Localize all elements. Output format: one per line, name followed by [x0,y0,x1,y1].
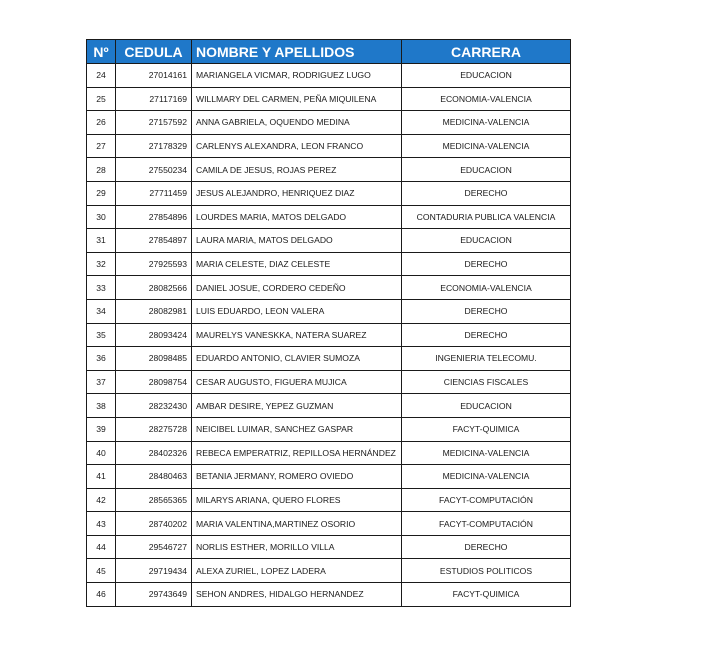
cell-num: 25 [87,87,116,111]
cell-cedula: 28098754 [116,370,192,394]
table-header [87,40,571,64]
cell-carrera: FACYT-COMPUTACIÓN [402,488,571,512]
header-num: Nº [87,40,116,64]
cell-nombre: EDUARDO ANTONIO, CLAVIER SUMOZA [192,347,402,371]
cell-carrera: INGENIERIA TELECOMU. [402,347,571,371]
table-row [87,299,571,323]
cell-nombre: AMBAR DESIRE, YEPEZ GUZMAN [192,394,402,418]
cell-nombre: MARIANGELA VICMAR, RODRIGUEZ LUGO [192,64,402,88]
cell-cedula: 29719434 [116,559,192,583]
cell-num: 37 [87,370,116,394]
cell-cedula: 27925593 [116,252,192,276]
cell-nombre: DANIEL JOSUE, CORDERO CEDEÑO [192,276,402,300]
table-row [87,87,571,111]
cell-nombre: MARIA VALENTINA,MARTINEZ OSORIO [192,512,402,536]
cell-num: 40 [87,441,116,465]
cell-nombre: CAMILA DE JESUS, ROJAS PEREZ [192,158,402,182]
cell-nombre: JESUS ALEJANDRO, HENRIQUEZ DIAZ [192,181,402,205]
cell-carrera: DERECHO [402,252,571,276]
cell-num: 31 [87,229,116,253]
cell-num: 43 [87,512,116,536]
cell-carrera: EDUCACION [402,64,571,88]
cell-carrera: DERECHO [402,299,571,323]
cell-num: 30 [87,205,116,229]
cell-num: 33 [87,276,116,300]
header-nombre: NOMBRE Y APELLIDOS [192,40,402,64]
cell-carrera: MEDICINA-VALENCIA [402,111,571,135]
cell-num: 41 [87,465,116,489]
cell-carrera: CONTADURIA PUBLICA VALENCIA [402,205,571,229]
cell-cedula: 28480463 [116,465,192,489]
cell-nombre: BETANIA JERMANY, ROMERO OVIEDO [192,465,402,489]
cell-nombre: CESAR AUGUSTO, FIGUERA MUJICA [192,370,402,394]
cell-carrera: EDUCACION [402,229,571,253]
cell-num: 35 [87,323,116,347]
cell-cedula: 27711459 [116,181,192,205]
table-row [87,64,571,88]
cell-cedula: 27854896 [116,205,192,229]
cell-num: 36 [87,347,116,371]
cell-cedula: 28098485 [116,347,192,371]
header-carrera: CARRERA [402,40,571,64]
table-row [87,252,571,276]
table-row [87,205,571,229]
cell-carrera: DERECHO [402,181,571,205]
table-row [87,134,571,158]
cell-nombre: NEICIBEL LUIMAR, SANCHEZ GASPAR [192,417,402,441]
cell-cedula: 28093424 [116,323,192,347]
cell-cedula: 28232430 [116,394,192,418]
cell-carrera: MEDICINA-VALENCIA [402,465,571,489]
table-row [87,158,571,182]
cell-num: 38 [87,394,116,418]
cell-nombre: CARLENYS ALEXANDRA, LEON FRANCO [192,134,402,158]
table-row [87,276,571,300]
cell-cedula: 28082566 [116,276,192,300]
cell-carrera: FACYT-COMPUTACIÓN [402,512,571,536]
cell-nombre: SEHON ANDRES, HIDALGO HERNANDEZ [192,583,402,607]
table-row [87,583,571,607]
cell-carrera: ECONOMIA-VALENCIA [402,87,571,111]
cell-cedula: 28565365 [116,488,192,512]
table-row [87,229,571,253]
cell-cedula: 27550234 [116,158,192,182]
cell-num: 27 [87,134,116,158]
cell-carrera: MEDICINA-VALENCIA [402,441,571,465]
cell-cedula: 27014161 [116,64,192,88]
cell-cedula: 29546727 [116,535,192,559]
table-row [87,535,571,559]
cell-cedula: 29743649 [116,583,192,607]
cell-nombre: LOURDES MARIA, MATOS DELGADO [192,205,402,229]
cell-nombre: LUIS EDUARDO, LEON VALERA [192,299,402,323]
cell-num: 29 [87,181,116,205]
cell-cedula: 28740202 [116,512,192,536]
cell-nombre: LAURA MARIA, MATOS DELGADO [192,229,402,253]
cell-nombre: NORLIS ESTHER, MORILLO VILLA [192,535,402,559]
cell-nombre: REBECA EMPERATRIZ, REPILLOSA HERNÁNDEZ [192,441,402,465]
cell-nombre: MILARYS ARIANA, QUERO FLORES [192,488,402,512]
cell-nombre: WILLMARY DEL CARMEN, PEÑA MIQUILENA [192,87,402,111]
cell-carrera: FACYT-QUIMICA [402,583,571,607]
table-row [87,465,571,489]
table-row [87,111,571,135]
table-row [87,559,571,583]
cell-carrera: FACYT-QUIMICA [402,417,571,441]
cell-cedula: 27117169 [116,87,192,111]
cell-cedula: 27178329 [116,134,192,158]
table-row [87,488,571,512]
table-row [87,394,571,418]
cell-nombre: ALEXA ZURIEL, LOPEZ LADERA [192,559,402,583]
table-row [87,370,571,394]
cell-cedula: 28402326 [116,441,192,465]
cell-num: 39 [87,417,116,441]
cell-carrera: EDUCACION [402,158,571,182]
header-row [87,40,571,64]
cell-carrera: DERECHO [402,535,571,559]
table-row [87,417,571,441]
cell-nombre: MAURELYS VANESKKA, NATERA SUAREZ [192,323,402,347]
cell-nombre: MARIA CELESTE, DIAZ CELESTE [192,252,402,276]
cell-num: 34 [87,299,116,323]
cell-carrera: MEDICINA-VALENCIA [402,134,571,158]
cell-num: 46 [87,583,116,607]
cell-carrera: CIENCIAS FISCALES [402,370,571,394]
cell-num: 44 [87,535,116,559]
cell-num: 28 [87,158,116,182]
table-row [87,181,571,205]
table-row [87,441,571,465]
cell-num: 45 [87,559,116,583]
table-row [87,347,571,371]
cell-cedula: 27854897 [116,229,192,253]
cell-carrera: EDUCACION [402,394,571,418]
student-roster-table [86,39,571,607]
header-cedula: CEDULA [116,40,192,64]
table-row [87,512,571,536]
cell-cedula: 28275728 [116,417,192,441]
cell-num: 42 [87,488,116,512]
cell-carrera: ECONOMIA-VALENCIA [402,276,571,300]
cell-num: 26 [87,111,116,135]
cell-nombre: ANNA GABRIELA, OQUENDO MEDINA [192,111,402,135]
cell-cedula: 28082981 [116,299,192,323]
cell-carrera: DERECHO [402,323,571,347]
cell-num: 32 [87,252,116,276]
cell-carrera: ESTUDIOS POLITICOS [402,559,571,583]
table-body [87,64,571,607]
table-row [87,323,571,347]
cell-num: 24 [87,64,116,88]
cell-cedula: 27157592 [116,111,192,135]
